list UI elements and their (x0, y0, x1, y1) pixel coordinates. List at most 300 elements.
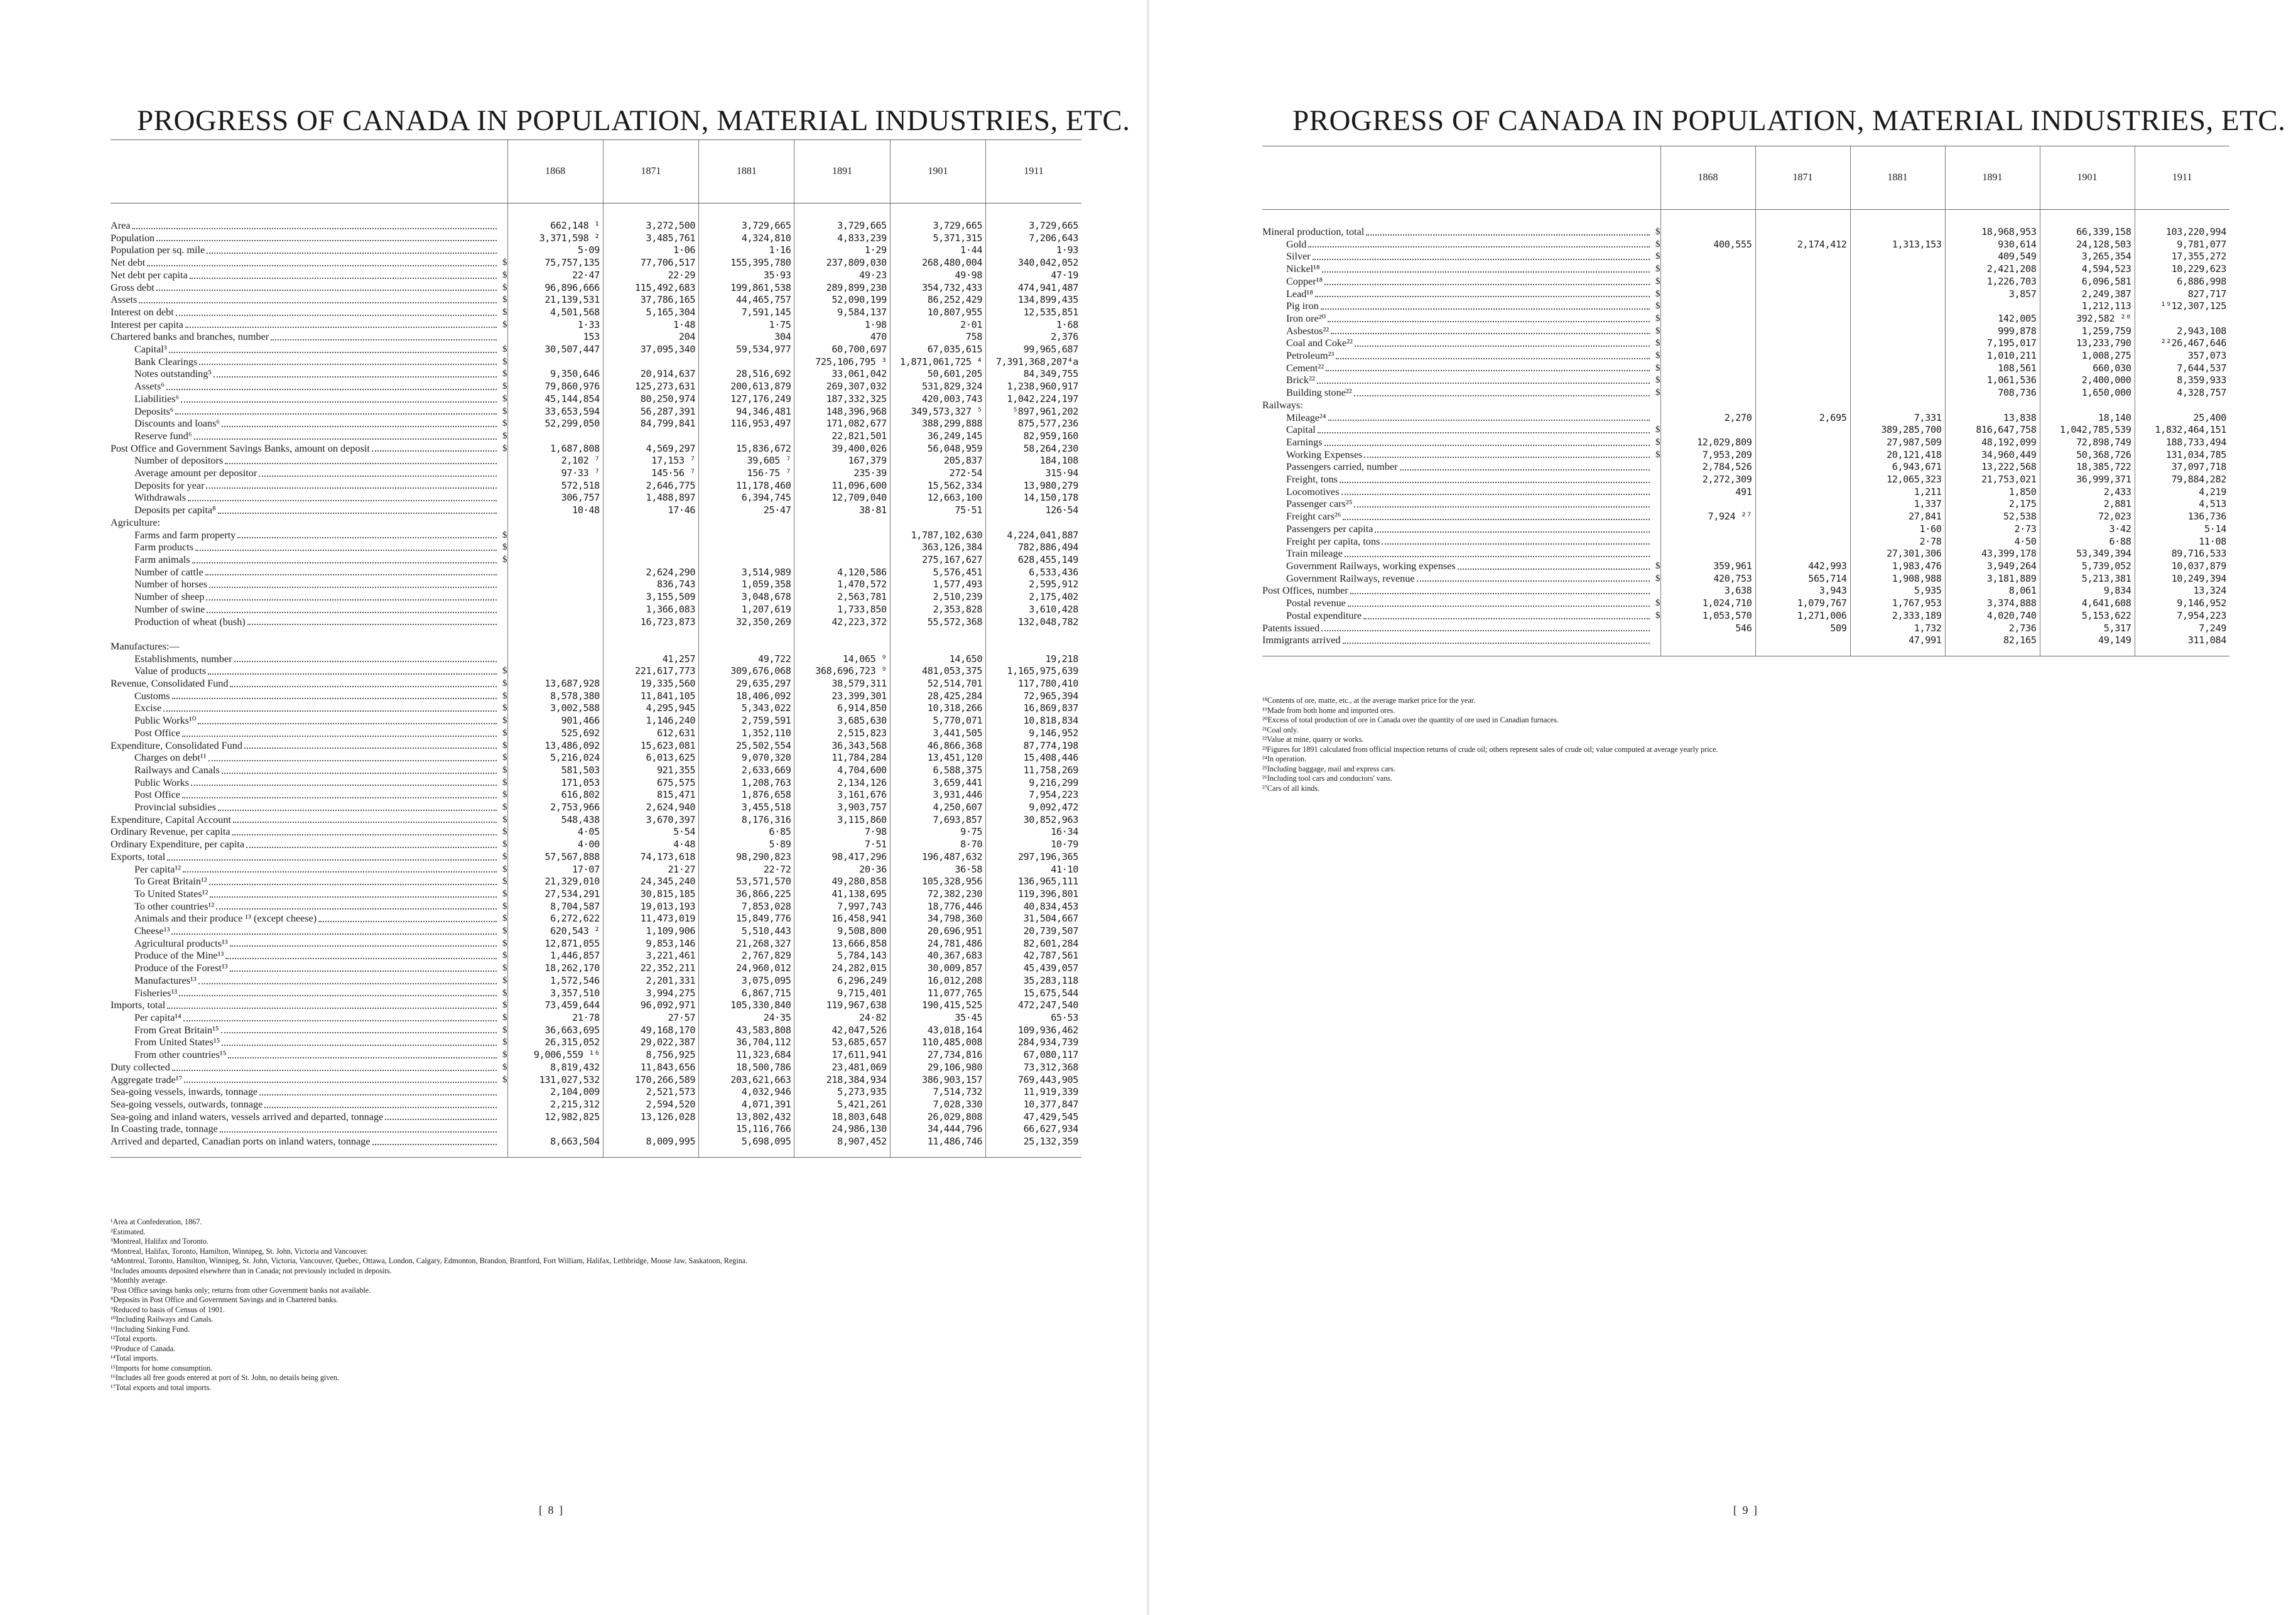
table-row (111, 232, 1081, 245)
row-label-cell (111, 269, 507, 282)
unit-symbol: $ (1655, 573, 1660, 584)
value-cell: 827,717 (2135, 288, 2229, 301)
value-cell: 13,838 (1945, 412, 2040, 425)
row-label-cell (111, 690, 507, 703)
row-label (111, 814, 507, 827)
unit-symbol: $ (502, 369, 507, 379)
row-label (111, 307, 507, 319)
row-label-cell (111, 492, 507, 504)
value-cell: 74,173,618 (603, 851, 698, 864)
value-cell: 96,092,971 (603, 999, 698, 1012)
unit-symbol: $ (1655, 264, 1660, 275)
value-cell: 2,624,290 (603, 567, 698, 579)
value-cell: 23,399,301 (794, 690, 890, 703)
value-cell (1945, 300, 2040, 313)
row-label (111, 294, 507, 307)
value-cell: 3,857 (1945, 288, 2040, 301)
unit-symbol: $ (1655, 437, 1660, 447)
leader-dots (156, 240, 496, 241)
leader-dots (259, 476, 496, 477)
row-label-text: Number of swine (134, 603, 205, 615)
leader-dots (209, 587, 497, 588)
value-cell: 60,700,697 (794, 344, 890, 356)
row-label-cell (111, 962, 507, 975)
value-cell (1850, 313, 1945, 325)
table-row (111, 1012, 1081, 1025)
value-cell: 7,997,743 (794, 901, 890, 913)
row-label (1262, 486, 1660, 499)
row-label-cell (111, 467, 507, 480)
value-cell: 31,504,667 (986, 913, 1081, 925)
value-cell: 26,315,052 (507, 1036, 603, 1049)
label-header (1262, 146, 1660, 210)
leader-dots (205, 574, 497, 575)
value-cell: 14,150,178 (986, 492, 1081, 504)
table-row (111, 851, 1081, 864)
row-label-cell (1262, 374, 1660, 387)
table-row (111, 653, 1081, 666)
table-row (111, 913, 1081, 925)
row-label (1262, 263, 1660, 276)
value-cell (794, 541, 890, 554)
value-cell: 363,126,384 (890, 541, 985, 554)
value-cell: 6,533,436 (986, 567, 1081, 579)
value-cell: 1,787,102,630 (890, 530, 985, 542)
footnote: ¹³Produce of Canada. (111, 1344, 176, 1353)
value-cell (699, 641, 794, 653)
row-label (1262, 597, 1660, 610)
value-cell: 1,850 (1945, 486, 2040, 499)
value-cell: 21·27 (603, 864, 698, 876)
value-cell: 9,715,401 (794, 987, 890, 1000)
row-label (1262, 610, 1660, 623)
value-cell: 21·78 (507, 1012, 603, 1025)
value-cell: 131,034,785 (2135, 449, 2229, 462)
value-cell (507, 554, 603, 567)
row-label-text: Deposits per capita⁸ (134, 504, 216, 516)
row-label (111, 789, 507, 802)
row-label-text: Freight per capita, tons (1286, 535, 1380, 547)
spacer-cell (699, 1148, 794, 1158)
row-label-text: To United States¹² (134, 888, 208, 900)
row-label-cell (111, 443, 507, 455)
row-label-cell (111, 789, 507, 802)
footnote: ⁷Post Office savings banks only; returns from other Government banks not available. (111, 1285, 371, 1295)
spacer-cell (1945, 647, 2040, 656)
leader-dots (372, 1144, 497, 1145)
leader-dots (206, 599, 496, 601)
unit-symbol: $ (502, 864, 507, 874)
row-label-text: Notes outstanding⁵ (134, 368, 212, 380)
value-cell (507, 665, 603, 678)
year-header-row (111, 140, 1081, 204)
value-cell (1660, 424, 1755, 437)
row-label-cell (1262, 288, 1660, 301)
table-row (1262, 511, 2229, 523)
row-label-cell (111, 901, 507, 913)
row-label-text: Aggregate trade¹⁷ (111, 1074, 183, 1085)
row-label-cell (111, 925, 507, 938)
row-label (1262, 400, 1660, 412)
table-row (1262, 400, 2229, 412)
value-cell: 2,784,526 (1660, 461, 1755, 474)
page-number: [ 9 ] (1733, 1504, 1758, 1516)
value-cell: 45,439,057 (986, 962, 1081, 975)
value-cell (1660, 498, 1755, 511)
value-cell: 612,631 (603, 727, 698, 740)
value-cell: 41,257 (603, 653, 698, 666)
value-cell: 2,175,402 (986, 591, 1081, 604)
value-cell: 3,514,989 (699, 567, 794, 579)
value-cell (1755, 276, 1850, 288)
value-cell: 5,421,261 (794, 1099, 890, 1111)
value-cell (603, 530, 698, 542)
header-spacer (1262, 210, 2229, 227)
unit-symbol: $ (502, 282, 507, 293)
value-cell: 12,029,809 (1660, 437, 1755, 449)
value-cell: 306,757 (507, 492, 603, 504)
value-cell: 16,869,837 (986, 702, 1081, 715)
value-cell: 2,376 (986, 331, 1081, 344)
value-cell: 16,723,873 (603, 616, 698, 629)
value-cell: 39,400,026 (794, 443, 890, 455)
leader-dots (190, 278, 497, 279)
row-label (1262, 251, 1660, 263)
value-cell: 49·23 (794, 269, 890, 282)
table-row (111, 702, 1081, 715)
value-cell: 27,987,509 (1850, 437, 1945, 449)
value-cell: 38·81 (794, 504, 890, 517)
leader-dots (244, 748, 497, 749)
row-label (1262, 511, 1660, 523)
value-cell: 2,881 (2040, 498, 2135, 511)
value-cell: 388,299,888 (890, 418, 985, 430)
row-label (1262, 585, 1660, 597)
value-cell: 491 (1660, 486, 1755, 499)
value-cell: 3,729,665 (794, 220, 890, 232)
value-cell: 389,285,700 (1850, 424, 1945, 437)
table-row (1262, 449, 2229, 462)
unit-symbol: $ (502, 1000, 507, 1011)
row-label (1262, 474, 1660, 486)
value-cell (1755, 511, 1850, 523)
row-label (1262, 362, 1660, 375)
footnotes (111, 1217, 1081, 1393)
value-cell: 8,061 (1945, 585, 2040, 597)
leader-dots (246, 847, 496, 848)
row-label-text: Copper¹⁸ (1286, 275, 1323, 287)
row-label-text: Farm animals (134, 553, 190, 565)
footnote: ¹⁸Contents of ore, matte, etc., at the average market price for the year. (1262, 696, 1476, 705)
unit-symbol: $ (502, 406, 507, 416)
spacer-cell (1660, 210, 1755, 227)
value-cell: 4·05 (507, 826, 603, 839)
value-cell: 442,993 (1755, 560, 1850, 573)
row-label (1262, 239, 1660, 251)
value-cell: 15,836,672 (699, 443, 794, 455)
leader-dots (1375, 531, 1649, 533)
value-cell: 2,249,387 (2040, 288, 2135, 301)
spacer-cell (699, 628, 794, 641)
row-label-cell (111, 567, 507, 579)
value-cell: ²²26,467,646 (2135, 337, 2229, 350)
value-cell: 409,549 (1945, 251, 2040, 263)
row-label (1262, 300, 1660, 313)
value-cell (1850, 400, 1945, 412)
value-cell: 18,140 (2040, 412, 2135, 425)
row-label-cell (111, 802, 507, 814)
value-cell: 32,350,269 (699, 616, 794, 629)
value-cell (1850, 325, 1945, 338)
spacer-cell (986, 1148, 1081, 1158)
value-cell: 55,572,368 (890, 616, 985, 629)
leader-dots (1317, 383, 1650, 384)
value-cell: 28,516,692 (699, 368, 794, 381)
row-label-cell (111, 975, 507, 987)
table-row (1262, 226, 2229, 239)
row-label-text: Withdrawals (134, 492, 187, 504)
value-cell: 1·06 (603, 244, 698, 257)
value-cell: 13,222,568 (1945, 461, 2040, 474)
leader-dots (1331, 333, 1649, 334)
row-label-cell (111, 616, 507, 629)
value-cell: 50,601,205 (890, 368, 985, 381)
row-label-text: Sea-going vessels, outwards, tonnage (111, 1098, 263, 1110)
table-row (111, 344, 1081, 356)
value-cell: 30,852,963 (986, 814, 1081, 827)
value-cell: 127,176,249 (699, 393, 794, 406)
value-cell: 13,802,432 (699, 1111, 794, 1124)
leader-dots (176, 315, 497, 316)
value-cell: 8,359,933 (2135, 374, 2229, 387)
value-cell (699, 430, 794, 443)
value-cell: 18,776,446 (890, 901, 985, 913)
table-row (111, 641, 1081, 653)
value-cell: 1,488,897 (603, 492, 698, 504)
value-cell: 7,591,145 (699, 307, 794, 319)
value-cell (986, 641, 1081, 653)
row-label-text: Number of horses (134, 579, 207, 590)
row-label-text: Ordinary Expenditure, per capita (111, 839, 245, 851)
value-cell: 33,653,594 (507, 406, 603, 418)
table-row (111, 1062, 1081, 1074)
value-cell: 9,006,559 ¹⁶ (507, 1049, 603, 1062)
leader-dots (1324, 284, 1649, 285)
row-label (111, 752, 507, 764)
leader-dots (259, 1094, 496, 1096)
value-cell: 5·54 (603, 826, 698, 839)
value-cell: 117,780,410 (986, 678, 1081, 690)
value-cell: 8,907,452 (794, 1136, 890, 1148)
row-label-text: Deposits for year (134, 479, 205, 491)
row-label-cell (1262, 523, 1660, 536)
value-cell: 82,165 (1945, 634, 2040, 647)
value-cell: 188,733,494 (2135, 437, 2229, 449)
footnote: ⁹Reduced to basis of Census of 1901. (111, 1305, 225, 1314)
value-cell: 28,425,284 (890, 690, 985, 703)
value-cell: 3,455,518 (699, 802, 794, 814)
unit-symbol: $ (502, 542, 507, 553)
spacer-cell (890, 628, 985, 641)
value-cell: 470 (794, 331, 890, 344)
unit-symbol: $ (1655, 288, 1660, 299)
row-label-cell (111, 665, 507, 678)
value-cell: 35·45 (890, 1012, 985, 1025)
row-label-text: Arrived and departed, Canadian ports on inland waters, tonnage (111, 1136, 371, 1148)
row-label (1262, 350, 1660, 362)
value-cell: 34,798,360 (890, 913, 985, 925)
value-cell: 14,650 (890, 653, 985, 666)
value-cell: 1·33 (507, 319, 603, 332)
unit-symbol: $ (502, 703, 507, 714)
value-cell: 386,903,157 (890, 1074, 985, 1087)
row-label-cell (111, 504, 507, 517)
value-cell: 7,028,330 (890, 1099, 985, 1111)
value-cell: 5·09 (507, 244, 603, 257)
value-cell (2135, 400, 2229, 412)
spacer-cell (2040, 210, 2135, 227)
value-cell: 15,849,776 (699, 913, 794, 925)
value-cell: 340,042,052 (986, 257, 1081, 269)
table-row (1262, 623, 2229, 635)
value-cell: 14,065 ⁹ (794, 653, 890, 666)
table-row (111, 777, 1081, 790)
row-label (111, 764, 507, 777)
leader-dots (264, 1107, 496, 1108)
value-cell: 1,876,658 (699, 789, 794, 802)
value-cell: 200,613,879 (699, 381, 794, 393)
row-label (1262, 325, 1660, 338)
value-cell: 284,934,739 (986, 1036, 1081, 1049)
table-row (111, 665, 1081, 678)
row-label-cell (111, 319, 507, 332)
value-cell: 49,149 (2040, 634, 2135, 647)
value-cell: 72,023 (2040, 511, 2135, 523)
table-row (111, 616, 1081, 629)
value-cell: 921,355 (603, 764, 698, 777)
row-label-text: Produce of the Mine¹³ (134, 950, 224, 962)
value-cell: 79,860,976 (507, 381, 603, 393)
table-row (1262, 251, 2229, 263)
value-cell: 289,899,230 (794, 282, 890, 295)
row-label (111, 480, 507, 492)
value-cell (1755, 263, 1850, 276)
value-cell: 472,247,540 (986, 999, 1081, 1012)
value-cell: 1·93 (986, 244, 1081, 257)
value-cell: 53,685,657 (794, 1036, 890, 1049)
value-cell: 5,153,622 (2040, 610, 2135, 623)
value-cell: 119,396,801 (986, 888, 1081, 901)
value-cell: 11,843,656 (603, 1062, 698, 1074)
footnote: ²Estimated. (111, 1227, 146, 1236)
leader-dots (179, 995, 496, 996)
value-cell: 8,009,995 (603, 1136, 698, 1148)
row-label (1262, 337, 1660, 350)
table-row (111, 715, 1081, 727)
row-label-text: Gold (1286, 238, 1307, 250)
value-cell: 1,042,785,539 (2040, 424, 2135, 437)
value-cell: 18,262,170 (507, 962, 603, 975)
table-row (1262, 474, 2229, 486)
leader-dots (206, 487, 496, 489)
value-cell: 47,991 (1850, 634, 1945, 647)
leader-dots (147, 265, 496, 266)
row-label-text: Mileage²⁴ (1286, 411, 1326, 423)
leader-dots (192, 562, 497, 563)
value-cell: 49,168,170 (603, 1025, 698, 1037)
value-cell: 4,120,586 (794, 567, 890, 579)
spacer-cell (603, 204, 698, 220)
statistics-table (111, 139, 1081, 1158)
value-cell: 3,221,461 (603, 950, 698, 962)
value-cell: 11·08 (2135, 536, 2229, 548)
row-label-cell (1262, 276, 1660, 288)
row-label-cell (1262, 226, 1660, 239)
value-cell: 30,815,185 (603, 888, 698, 901)
leader-dots (1308, 246, 1649, 247)
table-row (111, 938, 1081, 950)
value-cell: 190,415,525 (890, 999, 985, 1012)
value-cell: 2,353,828 (890, 604, 985, 616)
value-cell: 75,757,135 (507, 257, 603, 269)
table-row (111, 430, 1081, 443)
value-cell (2040, 400, 2135, 412)
value-cell (794, 517, 890, 530)
row-label (1262, 288, 1660, 301)
value-cell: 8·70 (890, 839, 985, 851)
value-cell (507, 579, 603, 591)
value-cell (1850, 337, 1945, 350)
value-cell: 5,784,143 (794, 950, 890, 962)
row-label-text: Passenger cars²⁵ (1286, 498, 1353, 510)
value-cell (1660, 300, 1755, 313)
value-cell: 18,803,648 (794, 1111, 890, 1124)
value-cell: 3,670,397 (603, 814, 698, 827)
value-cell: 1,732 (1850, 623, 1945, 635)
value-cell (1755, 387, 1850, 400)
table-row (1262, 350, 2229, 362)
value-cell: 1,572,546 (507, 975, 603, 987)
unit-symbol: $ (502, 307, 507, 317)
leader-dots (221, 1032, 497, 1033)
value-cell (699, 356, 794, 369)
spacer-cell (1755, 210, 1850, 227)
value-cell (1660, 313, 1755, 325)
value-cell: 1,211 (1850, 486, 1945, 499)
table-row (111, 1136, 1081, 1148)
value-cell: 572,518 (507, 480, 603, 492)
value-cell: 21,753,021 (1945, 474, 2040, 486)
value-cell: 2,624,940 (603, 802, 698, 814)
value-cell: 3,729,665 (986, 220, 1081, 232)
value-cell: 2,174,412 (1755, 239, 1850, 251)
unit-symbol: $ (502, 1037, 507, 1048)
value-cell (1755, 374, 1850, 387)
value-cell (1850, 300, 1945, 313)
value-cell: 42,047,526 (794, 1025, 890, 1037)
leader-dots (169, 352, 497, 353)
value-cell: 16·34 (986, 826, 1081, 839)
value-cell: 237,809,030 (794, 257, 890, 269)
table-row (1262, 337, 2229, 350)
unit-symbol: $ (1655, 449, 1660, 460)
table-row (1262, 437, 2229, 449)
value-cell: 1,079,767 (1755, 597, 1850, 610)
value-cell: 22·72 (699, 864, 794, 876)
table-row (111, 356, 1081, 369)
value-cell: 420,753 (1660, 573, 1755, 585)
value-cell: 29,635,297 (699, 678, 794, 690)
